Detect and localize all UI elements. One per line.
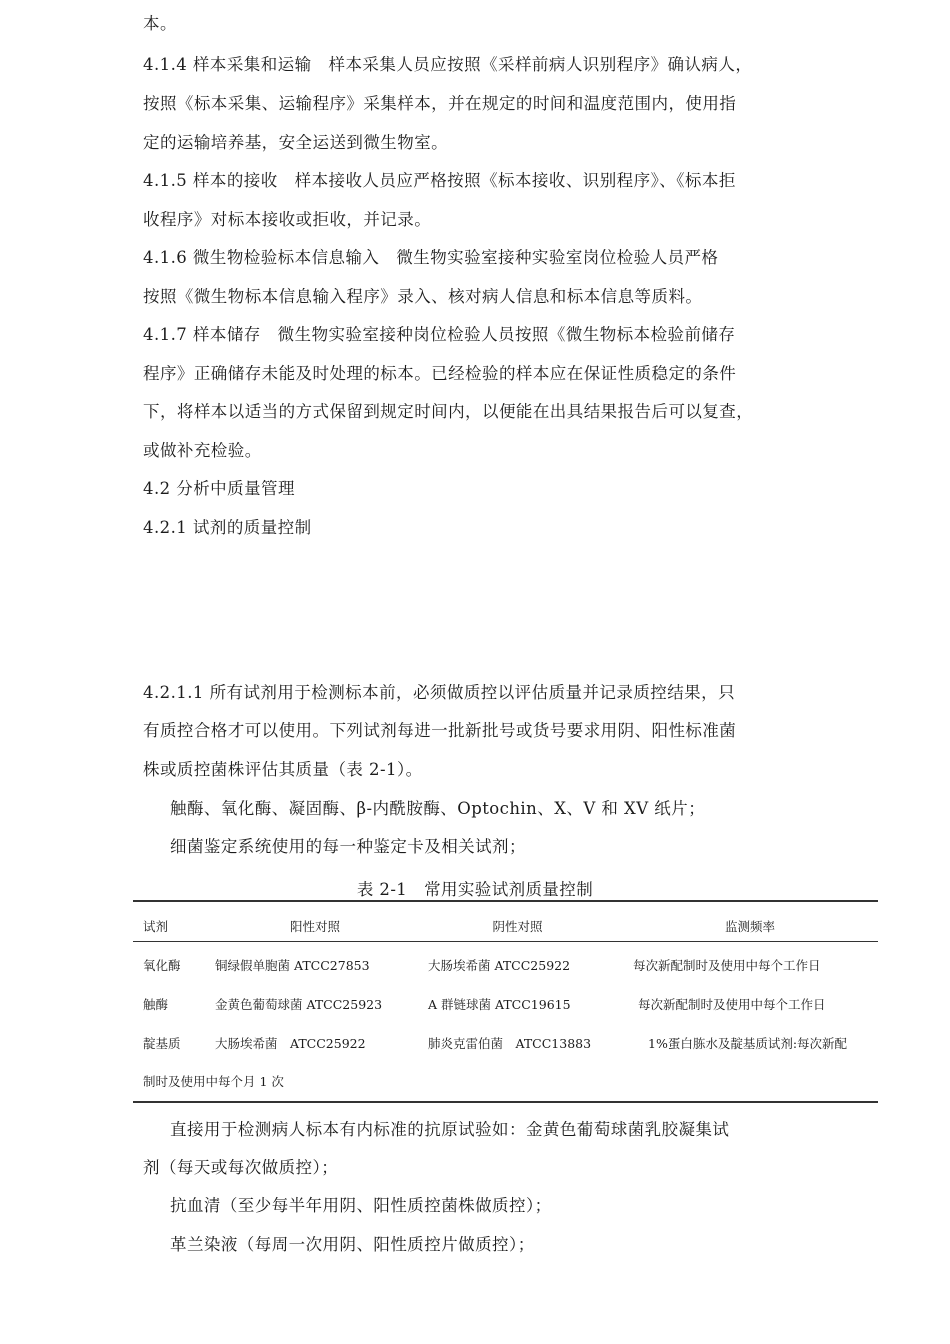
text-line: 直接用于检测病人标本有内标准的抗原试验如：金黄色葡萄球菌乳胶凝集试 [170,1120,730,1139]
table-header-frequency: 监测频率 [724,919,775,934]
text-line: 4.1.6 微生物检验标本信息输入 微生物实验室接种实验室岗位检验人员严格 [143,248,719,267]
text-line: 触酶、氧化酶、凝固酶、β-内酰胺酶、Optochin、X、V 和 XV 纸片； [170,799,706,818]
table-cell: 铜绿假单胞菌 ATCC27853 [215,958,370,973]
table-cell-continuation: 制时及使用中每个月 1 次 [143,1074,284,1089]
text-line: 剂（每天或每次做质控）； [143,1158,339,1177]
table-cell: 靛基质 [143,1036,181,1051]
table-cell: 大肠埃希菌 ATCC25922 [215,1036,366,1051]
table-header-positive: 阳性对照 [289,919,340,934]
text-line: 下，将样本以适当的方式保留到规定时间内，以便能在出具结果报告后可以复查， [143,402,754,421]
table-cell: 金黄色葡萄球菌 ATCC25923 [215,997,383,1012]
text-line: 4.1.5 样本的接收 样本接收人员应严格按照《标本接收、识别程序》、《标本拒 [143,171,736,190]
table-cell: 肺炎克雷伯菌 ATCC13883 [428,1036,592,1051]
table-cell: 1%蛋白胨水及靛基质试剂:每次新配 [648,1036,848,1051]
text-line: 或做补充检验。 [143,441,262,460]
subsection-heading: 4.2.1 试剂的质量控制 [143,518,312,537]
table-title: 表 2-1 常用实验试剂质量控制 [356,880,594,899]
text-line: 4.1.7 样本储存 微生物实验室接种岗位检验人员按照《微生物标本检验前储存 [143,325,736,344]
text-line: 4.2.1.1 所有试剂用于检测标本前，必须做质控以评估质量并记录质控结果，只 [143,683,736,702]
text-line: 定的运输培养基，安全运送到微生物室。 [143,133,449,152]
text-line: 本。 [143,14,177,33]
table-cell: 每次新配制时及使用中每个工作日 [638,997,826,1012]
text-line: 程序》正确储存未能及时处理的标本。已经检验的样本应在保证性质稳定的条件 [143,364,737,383]
table-cell: 触酶 [143,997,169,1012]
text-line: 细菌鉴定系统使用的每一种鉴定卡及相关试剂； [170,837,526,856]
table-bottom-rule [133,1101,878,1103]
section-heading: 4.2 分析中质量管理 [143,479,295,498]
table-header-rule [133,941,878,942]
text-line: 按照《微生物标本信息输入程序》录入、核对病人信息和标本信息等质料。 [143,287,703,306]
text-line: 按照《标本采集、运输程序》采集样本，并在规定的时间和温度范围内，使用指 [143,94,737,113]
text-line: 革兰染液（每周一次用阴、阳性质控片做质控）； [170,1235,535,1254]
table-cell: 大肠埃希菌 ATCC25922 [428,958,571,973]
table-top-rule [133,900,878,902]
text-line: 抗血清（至少每半年用阴、阳性质控菌株做质控）； [170,1196,552,1215]
table-cell: 氧化酶 [143,958,181,973]
text-line: 株或质控菌株评估其质量（表 2-1）。 [143,760,423,779]
table-header-reagent: 试剂 [143,919,169,934]
table-header-negative: 阴性对照 [492,919,543,934]
table-cell: 每次新配制时及使用中每个工作日 [633,958,821,973]
text-line: 收程序》对标本接收或拒收，并记录。 [143,210,432,229]
text-line: 4.1.4 样本采集和运输 样本采集人员应按照《采样前病人识别程序》确认病人， [143,55,753,74]
text-line: 有质控合格才可以使用。下列试剂每进一批新批号或货号要求用阴、阳性标准菌 [143,721,737,740]
table-cell: A 群链球菌 ATCC19615 [428,997,571,1012]
